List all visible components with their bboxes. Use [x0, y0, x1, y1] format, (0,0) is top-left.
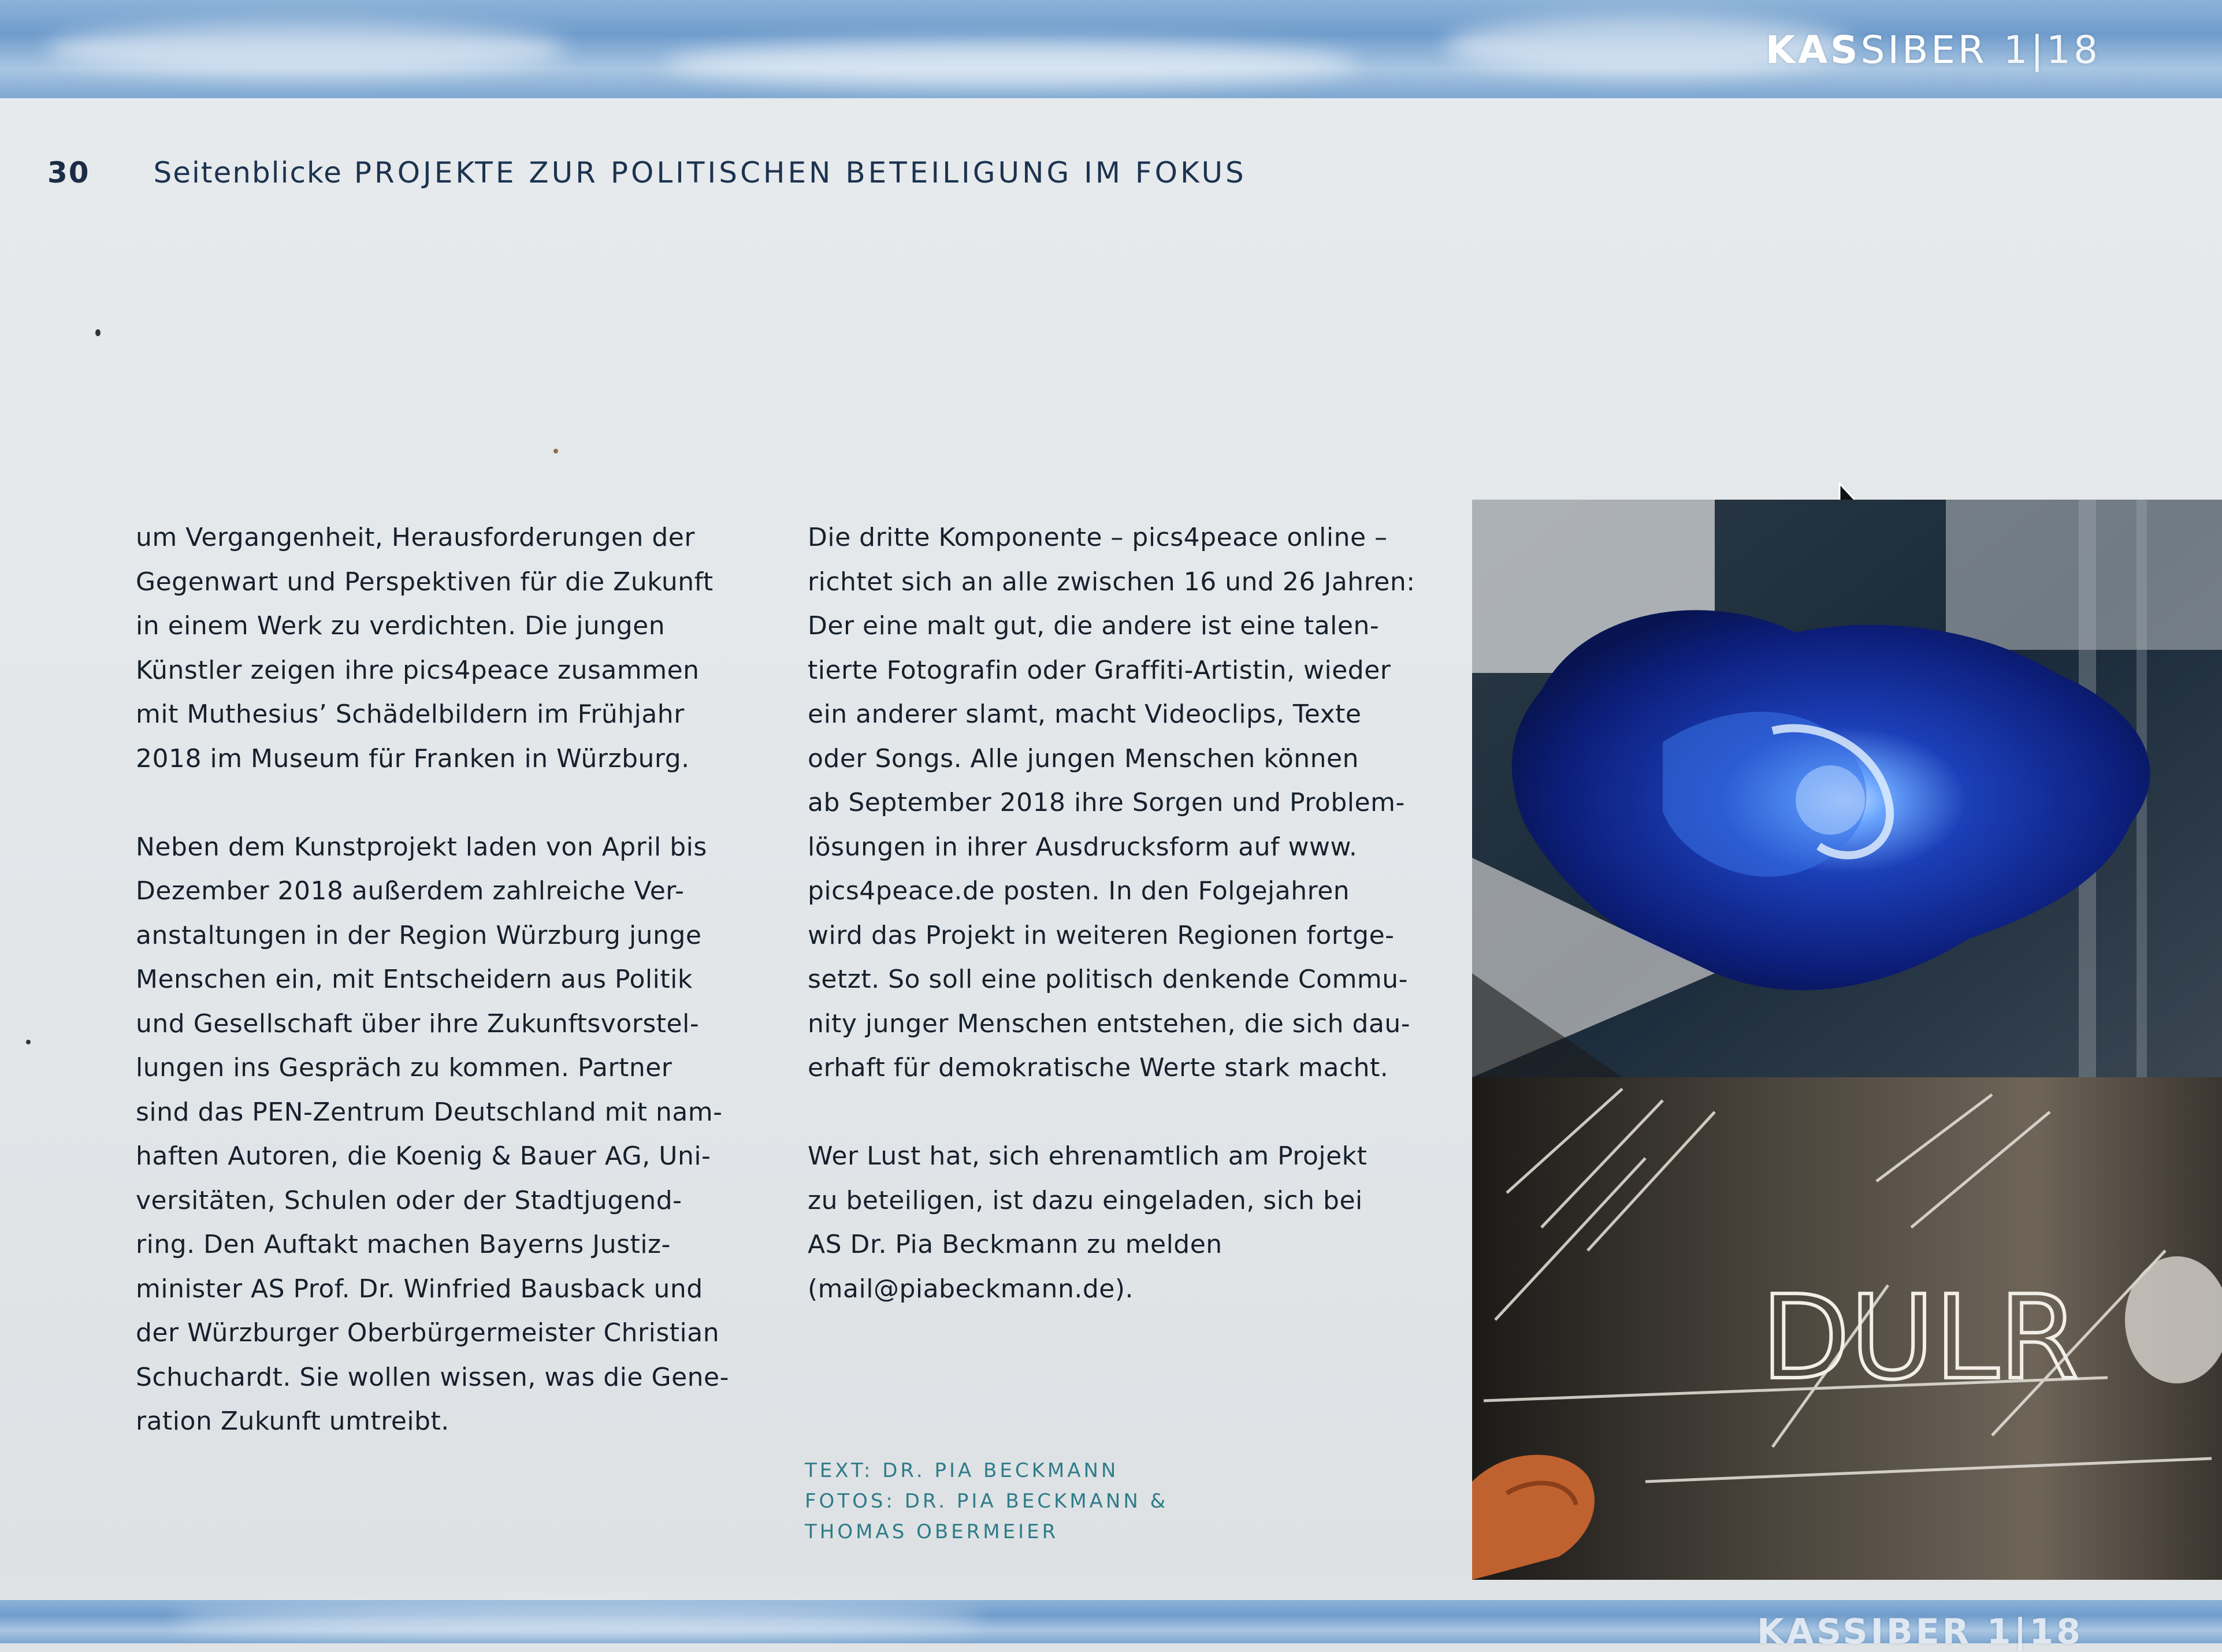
section-title: PROJEKTE ZUR POLITISCHEN BETEILIGUNG IM FOKUS	[354, 156, 1247, 189]
top-sky-banner	[0, 0, 2222, 98]
dust-speck	[95, 329, 101, 336]
article-left-column: um Vergangenheit, Herausforderungen der Gegenwart und Perspektiven für die Zukunft in einem Werk zu verdichten. Die jungen Künstler zeigen ihre pics4peace zusammen mit Muthesius’ Schädelbildern im Frühjahr 2018 im Museum für Franken in Würzburg. Neben dem Kunstprojekt laden von April bis Dezember 2018 außerdem zahlreiche Ver- anstaltungen in der Region Würzburg junge Menschen ein, mit Entscheidern aus Politik und Gesellschaft über ihre Zukunftsvorstel- lungen ins Gespräch zu kommen. Partner sind das PEN-Zentrum Deutschland mit nam- haften Autoren, die Koenig & Bauer AG, Uni- versitäten, Schulen oder der Stadtjugend- ring. Den Auftakt machen Bayerns Justiz- minister AS Prof. Dr. Winfried Bausback und der Würzburger Oberbürgermeister Christian Schuchardt. Sie wollen wissen, was die Gene- ration Zukunft umtreibt.	[136, 523, 729, 1436]
article-middle-column: Die dritte Komponente – pics4peace online – richtet sich an alle zwischen 16 und 26 Jahren: Der eine malt gut, die andere ist eine talen- tierte Fotografin oder Graffiti-Artistin, wieder ein anderer slamt, macht Videoclips, Texte oder Songs. Alle jungen Menschen können ab September 2018 ihre Sorgen und Problem- lösungen in ihrer Ausdrucksform auf www. pics4peace.de posten. In den Folgejahren wird das Projekt in weiteren Regionen fortge- setzt. So soll eine politisch denkende Commu- nity junger Menschen entstehen, die sich dau- erhaft für demokratische Werte stark macht. Wer Lust hat, sich ehrenamtlich am Projekt zu beteiligen, ist dazu eingeladen, sich bei AS Dr. Pia Beckmann zu melden (mail@piabeckmann.de).	[808, 523, 1415, 1304]
dust-speck	[553, 449, 558, 453]
graffiti-scratched-text: DULR	[1761, 1271, 2079, 1405]
magazine-masthead: KASSIBER 1|18	[1765, 28, 2101, 72]
page-number: 30	[47, 156, 90, 189]
page-header	[47, 156, 1247, 189]
section-name: Seitenblicke	[153, 156, 343, 189]
dust-speck	[26, 1040, 31, 1044]
bottom-magazine-masthead: KASSIBER 1|18	[1757, 1612, 2083, 1652]
blue-paint-splash-image	[1472, 500, 2222, 1077]
photo-credits: TEXT: DR. PIA BECKMANN FOTOS: DR. PIA BECKMANN & THOMAS OBERMEIER	[805, 1459, 1169, 1543]
scratched-graffiti-image	[1472, 1077, 2222, 1580]
